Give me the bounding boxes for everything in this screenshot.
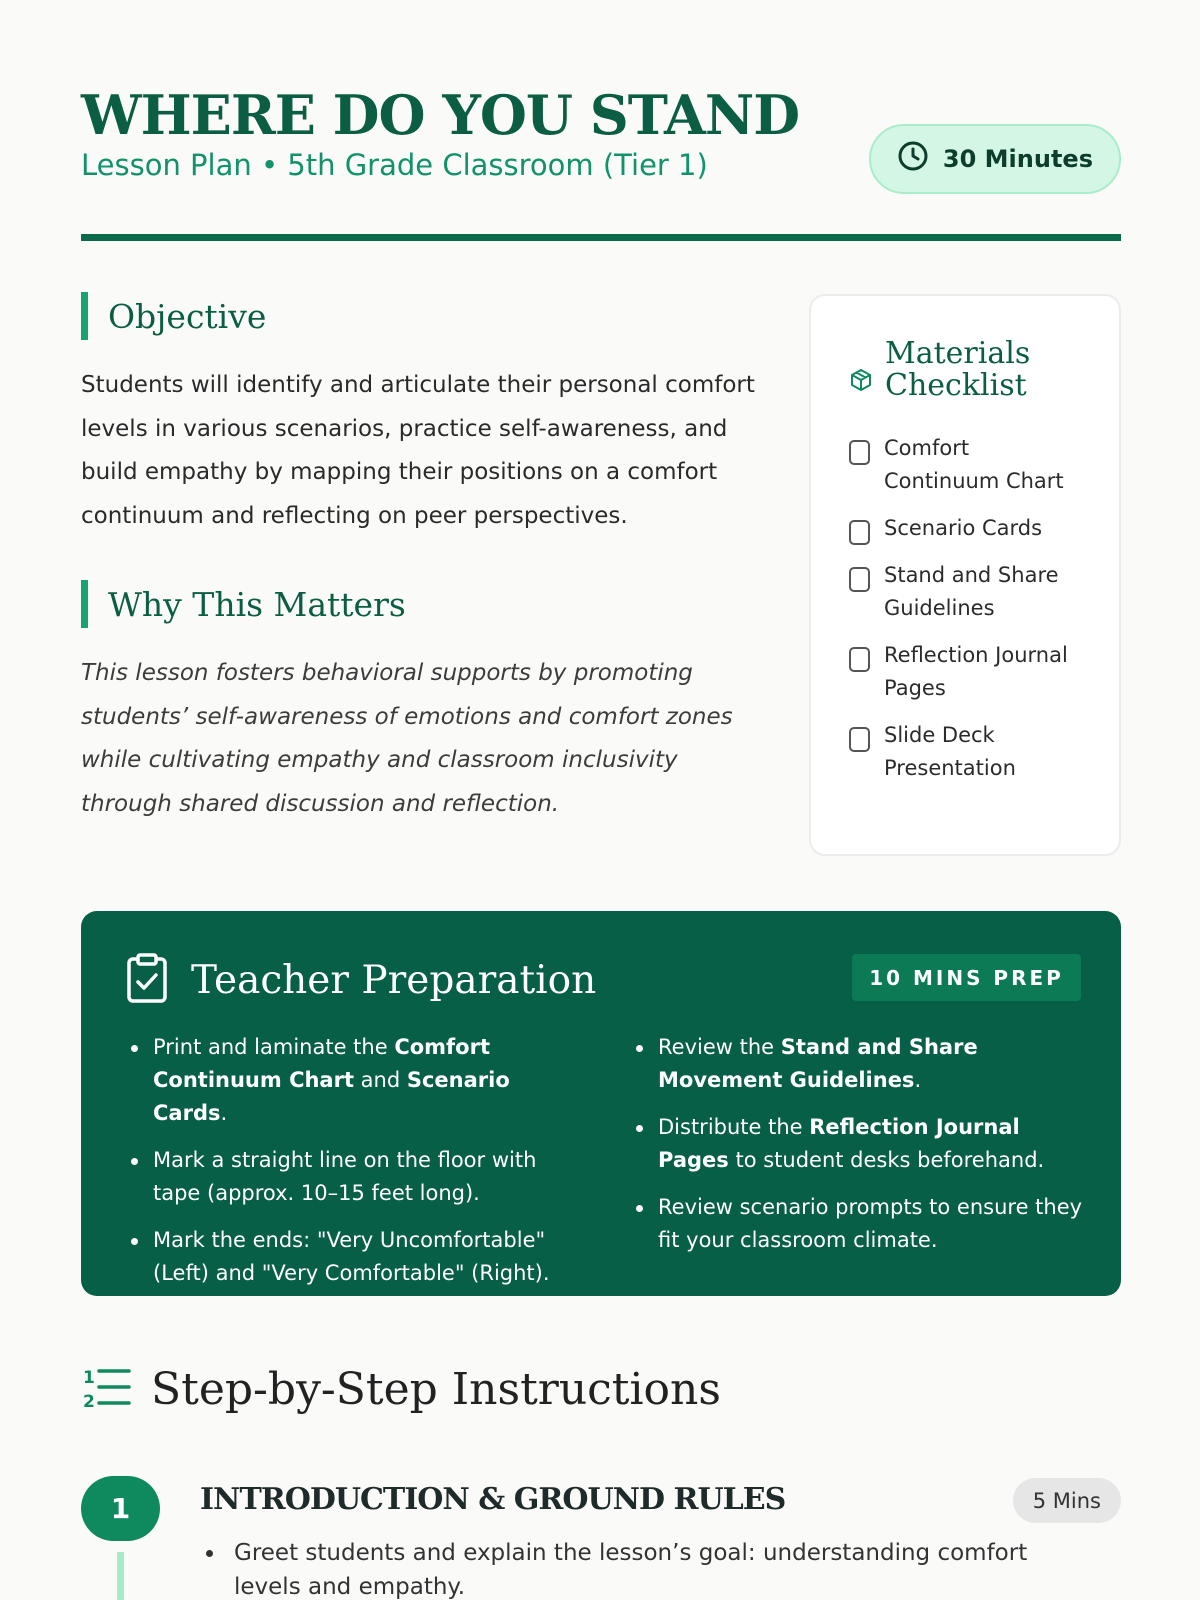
prep-list-left bbox=[131, 1031, 586, 1304]
teacher-prep-title: Teacher Preparation bbox=[191, 957, 597, 1003]
steps-header bbox=[81, 1364, 721, 1415]
prep-item: Print and laminate the Comfort Continuum Chart and Scenario Cards. bbox=[131, 1031, 586, 1130]
header-divider bbox=[81, 234, 1121, 241]
why-heading: Why This Matters bbox=[81, 580, 761, 628]
lesson-header bbox=[81, 84, 1121, 244]
materials-item[interactable] bbox=[849, 719, 1089, 785]
materials-header bbox=[849, 338, 1089, 402]
prep-columns bbox=[131, 1031, 1091, 1304]
objective-heading: Objective bbox=[81, 292, 761, 340]
step-title: INTRODUCTION & GROUND RULES bbox=[200, 1482, 786, 1517]
svg-text:2: 2 bbox=[83, 1391, 95, 1411]
prep-list-right bbox=[636, 1031, 1091, 1304]
checkbox[interactable] bbox=[849, 727, 870, 752]
materials-item-label: Stand and Share Guidelines bbox=[884, 563, 1059, 620]
step-time-badge: 5 Mins bbox=[1013, 1478, 1121, 1523]
materials-item-label: Reflection Journal Pages bbox=[884, 643, 1068, 700]
clipboard-check-icon bbox=[125, 953, 169, 1007]
teacher-prep-card bbox=[81, 911, 1121, 1296]
why-text: This lesson fosters behavioral supports by promoting students’ self-awareness of emotions and comfort zones while cultivating empathy and classroom inclusivity through shared discussion and reflection. bbox=[81, 660, 733, 817]
prep-item: Distribute the Reflection Journal Pages to student desks beforehand. bbox=[636, 1111, 1091, 1177]
materials-list bbox=[849, 432, 1089, 785]
checkbox[interactable] bbox=[849, 520, 870, 545]
teacher-prep-header bbox=[125, 953, 596, 1007]
page-title: WHERE DO YOU STAND bbox=[81, 83, 800, 147]
step-number: 1 bbox=[81, 1476, 160, 1541]
step-connector bbox=[117, 1552, 124, 1600]
materials-item-label: Slide Deck Presentation bbox=[884, 723, 1016, 780]
objective-text: Students will identify and articulate their personal comfort levels in various scenarios, practice self-awareness, and build empathy by mapping their positions on a comfort continuum and reflecting on peer perspectives. bbox=[81, 372, 755, 529]
materials-item[interactable] bbox=[849, 512, 1089, 545]
page-subtitle: Lesson Plan • 5th Grade Classroom (Tier 1) bbox=[81, 148, 708, 182]
checkbox[interactable] bbox=[849, 440, 870, 465]
prep-item: Mark a straight line on the floor with tape (approx. 10–15 feet long). bbox=[131, 1144, 586, 1210]
duration-label: 30 Minutes bbox=[942, 145, 1093, 173]
materials-item-label: Scenario Cards bbox=[884, 516, 1043, 540]
materials-item[interactable] bbox=[849, 432, 1089, 498]
materials-item-label: Comfort Continuum Chart bbox=[884, 436, 1064, 493]
checkbox[interactable] bbox=[849, 647, 870, 672]
clock-icon bbox=[897, 140, 929, 178]
step-bullet: Greet students and explain the lesson’s goal: understanding comfort levels and empathy. bbox=[200, 1536, 1100, 1600]
svg-text:1: 1 bbox=[83, 1367, 95, 1388]
checkbox[interactable] bbox=[849, 567, 870, 592]
box-icon bbox=[849, 368, 873, 396]
prep-time-badge: 10 MINS PREP bbox=[852, 954, 1081, 1001]
duration-badge bbox=[869, 124, 1121, 194]
prep-item: Review the Stand and Share Movement Guidelines. bbox=[636, 1031, 1091, 1097]
steps-title: Step-by-Step Instructions bbox=[151, 1364, 721, 1415]
numbered-list-icon bbox=[81, 1365, 131, 1415]
materials-card bbox=[809, 294, 1121, 856]
step-bullets bbox=[200, 1536, 1100, 1600]
materials-title: Materials Checklist bbox=[885, 336, 1031, 403]
materials-item[interactable] bbox=[849, 559, 1089, 625]
objective-column bbox=[81, 292, 761, 826]
prep-item: Review scenario prompts to ensure they fit your classroom climate. bbox=[636, 1191, 1091, 1257]
materials-item[interactable] bbox=[849, 639, 1089, 705]
prep-item: Mark the ends: "Very Uncomfortable" (Left) and "Very Comfortable" (Right). bbox=[131, 1224, 586, 1290]
